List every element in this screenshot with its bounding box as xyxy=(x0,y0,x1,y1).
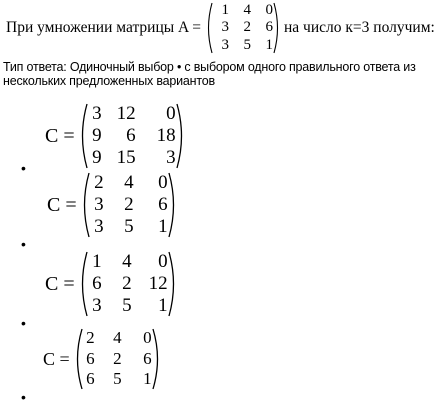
matrix-cell: 6 xyxy=(265,19,273,36)
question-text xyxy=(6,2,442,54)
option-matrix xyxy=(78,251,178,317)
option-label: C = xyxy=(47,193,77,216)
matrix-cell: 3 xyxy=(92,295,102,316)
answer-option-2[interactable] xyxy=(47,172,178,238)
option-matrix xyxy=(80,172,178,238)
matrix-cell: 6 xyxy=(158,194,168,215)
matrix-cell: 1 xyxy=(158,295,168,316)
matrix-cell: 5 xyxy=(122,295,132,316)
matrix-cell: 4 xyxy=(113,328,122,347)
matrix-cell: 9 xyxy=(92,147,102,168)
matrix-cell: 0 xyxy=(158,251,168,272)
matrix-cell: 1 xyxy=(221,2,229,18)
left-paren xyxy=(80,172,90,238)
matrix-cell: 1 xyxy=(265,36,273,53)
matrix-cell: 5 xyxy=(113,369,122,389)
matrix-cell: 2 xyxy=(243,19,251,36)
matrix-cell: 6 xyxy=(92,273,102,294)
matrix-cell: 4 xyxy=(122,251,132,272)
matrix-cell: 3 xyxy=(221,19,229,36)
matrix-cell: 3 xyxy=(92,103,102,124)
matrix-cell: 2 xyxy=(86,328,95,347)
matrix-cell: 5 xyxy=(124,216,134,237)
matrix-cell: 18 xyxy=(156,125,176,146)
matrix-cell: 6 xyxy=(143,348,152,368)
matrix-cell: 12 xyxy=(148,273,168,294)
option-bullet: • xyxy=(21,160,26,176)
matrix-cell: 4 xyxy=(243,2,251,18)
option-label: C = xyxy=(45,272,75,295)
matrix-cell: 2 xyxy=(124,194,134,215)
matrix-cell: 4 xyxy=(124,172,134,193)
right-paren xyxy=(168,172,178,238)
right-paren xyxy=(273,2,281,54)
left-paren xyxy=(78,251,88,317)
matrix-cell: 1 xyxy=(158,216,168,237)
option-label: C = xyxy=(45,124,75,147)
question-prefix: При умножении матрицы A = xyxy=(6,19,201,36)
matrix-cell: 0 xyxy=(265,2,273,18)
matrix-cell: 12 xyxy=(116,103,136,124)
matrix-cell: 2 xyxy=(122,273,132,294)
answer-option-4[interactable] xyxy=(43,328,162,390)
matrix-cell: 2 xyxy=(113,348,122,368)
matrix-cell: 15 xyxy=(116,147,136,168)
answer-option-1[interactable] xyxy=(45,103,186,169)
question-suffix: на число к=3 получим: xyxy=(284,19,435,36)
left-paren xyxy=(205,2,213,54)
matrix-cell: 0 xyxy=(158,172,168,193)
answer-option-3[interactable] xyxy=(45,251,178,317)
option-label: C = xyxy=(43,348,70,369)
matrix-cell: 2 xyxy=(94,172,104,193)
option-bullet: • xyxy=(21,315,26,331)
matrix-cell: 6 xyxy=(86,348,95,368)
right-paren xyxy=(176,103,186,169)
option-bullet: • xyxy=(21,236,26,252)
matrix-cell: 5 xyxy=(243,36,251,53)
option-matrix xyxy=(78,103,186,169)
left-paren xyxy=(73,328,83,390)
matrix-cell: 1 xyxy=(92,251,102,272)
matrix-cell: 3 xyxy=(94,194,104,215)
matrix-cell: 3 xyxy=(166,147,176,168)
matrix-cell: 6 xyxy=(86,369,95,389)
option-bullet: • xyxy=(21,389,26,405)
right-paren xyxy=(168,251,178,317)
matrix-cell: 1 xyxy=(143,369,152,389)
matrix-cell: 9 xyxy=(92,125,102,146)
answer-type-note: Тип ответа: Одиночный выбор • с выбором одного правильного ответа из нескольких предложенных вариантов xyxy=(3,60,416,88)
matrix-cell: 0 xyxy=(166,103,176,124)
matrix-cell: 0 xyxy=(143,328,152,347)
option-matrix xyxy=(73,328,162,390)
question-matrix xyxy=(205,2,281,54)
matrix-cell: 3 xyxy=(94,216,104,237)
left-paren xyxy=(78,103,88,169)
right-paren xyxy=(152,328,162,390)
matrix-cell: 6 xyxy=(126,125,136,146)
matrix-cell: 3 xyxy=(221,36,229,53)
